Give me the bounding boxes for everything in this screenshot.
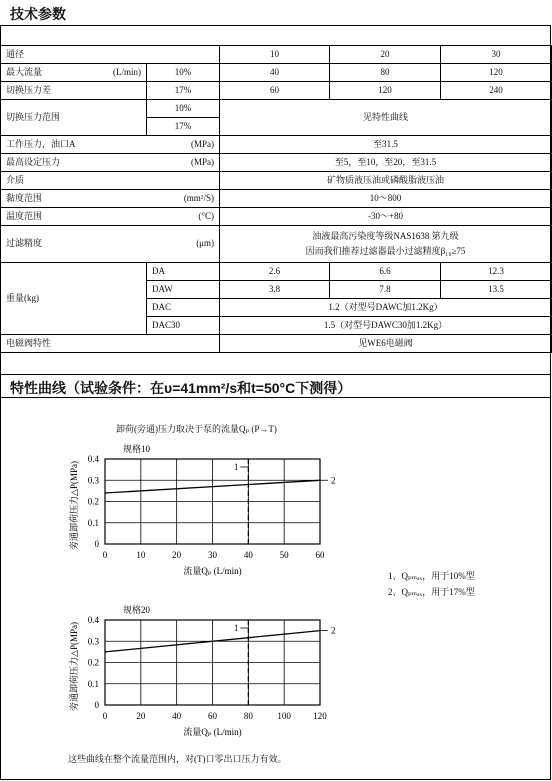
y-tick-label: 0.1 bbox=[87, 517, 99, 528]
row-label: 介质 bbox=[1, 172, 220, 190]
row-label: 切换压力范围 bbox=[1, 100, 147, 136]
x-tick-label: 20 bbox=[136, 711, 146, 721]
x-tick-label: 120 bbox=[313, 711, 327, 721]
marker-label-1: 1 bbox=[233, 462, 239, 472]
cell: 20 bbox=[330, 46, 441, 64]
cell: 30 bbox=[441, 46, 552, 64]
cell: 油液最高污染度等级NAS1638 第九级 因而我们推荐过滤器最小过滤精度β₁₀≥75 bbox=[220, 226, 552, 263]
cell: 17% bbox=[147, 118, 220, 136]
cell: 10% bbox=[147, 64, 220, 82]
row-label: 最高设定压力 (MPa) bbox=[1, 154, 220, 172]
cell: 6.6 bbox=[330, 263, 441, 281]
cell: 至5，至10，至20，至31.5 bbox=[220, 154, 552, 172]
x-tick-label: 40 bbox=[243, 550, 253, 560]
cell: 1.5（对型号DAWC30加1.2Kg） bbox=[220, 317, 552, 335]
cell: 10 bbox=[220, 46, 330, 64]
cell: 12.3 bbox=[441, 263, 552, 281]
row-label: 温度范围 (°C) bbox=[1, 208, 220, 226]
cell: DA bbox=[147, 263, 220, 281]
cell: 见特性曲线 bbox=[220, 100, 552, 136]
section-title: 特性曲线（试验条件：在υ=41mm²/s和t=50°C下测得） bbox=[10, 380, 352, 396]
cell: 10～800 bbox=[220, 190, 552, 208]
y-tick-label: 0 bbox=[94, 539, 99, 549]
cell: 7.8 bbox=[330, 281, 441, 299]
x-tick-label: 50 bbox=[279, 550, 289, 560]
cell: 至31.5 bbox=[220, 136, 552, 154]
y-tick-label: 0.4 bbox=[87, 454, 99, 464]
legend-note-2: 2、Qₚₘₐₓ，用于17%型 bbox=[388, 587, 475, 597]
cell: -30～+80 bbox=[220, 208, 552, 226]
y-tick-label: 0.1 bbox=[87, 678, 99, 689]
cell: 13.5 bbox=[441, 281, 552, 299]
y-tick-label: 0.3 bbox=[87, 475, 99, 486]
y-tick-label: 0 bbox=[94, 700, 99, 710]
chart-title: 规格10 bbox=[123, 444, 151, 454]
x-tick-label: 40 bbox=[172, 711, 182, 721]
footnote: 这些曲线在整个流量范围内，对(T)口零出口压力有效。 bbox=[68, 754, 287, 764]
x-tick-label: 0 bbox=[102, 550, 108, 560]
cell: DAC30 bbox=[147, 317, 220, 335]
y-axis-label: 旁通卸荷压力△P(MPa) bbox=[69, 461, 79, 550]
row-label: 电磁阀特性 bbox=[1, 335, 220, 353]
y-tick-label: 0.2 bbox=[87, 657, 99, 668]
cell: 40 bbox=[220, 64, 330, 82]
row-label: 工作压力，油口A (MPa) bbox=[1, 136, 220, 154]
row-label: 切换压力差 bbox=[1, 82, 147, 100]
cell: 1.2（对型号DAWC加1.2Kg） bbox=[220, 299, 552, 317]
cell: 3.8 bbox=[220, 281, 330, 299]
y-tick-label: 0.4 bbox=[87, 615, 99, 625]
x-tick-label: 100 bbox=[277, 711, 291, 721]
row-label: 最大流量 (L/min) bbox=[1, 64, 147, 82]
x-tick-label: 0 bbox=[102, 711, 108, 721]
x-tick-label: 10 bbox=[136, 550, 146, 560]
x-axis-label: 流量Qₚ (L/min) bbox=[183, 566, 242, 576]
cell: DAW bbox=[147, 281, 220, 299]
marker-label-2: 2 bbox=[331, 625, 336, 636]
row-label: 过滤精度 (μm) bbox=[1, 226, 220, 263]
y-axis-label: 旁通卸荷压力△P(MPa) bbox=[69, 622, 79, 711]
x-tick-label: 60 bbox=[208, 711, 217, 721]
x-tick-label: 20 bbox=[172, 550, 182, 560]
row-label: 通径 bbox=[1, 46, 220, 64]
x-tick-label: 80 bbox=[243, 711, 253, 721]
marker-label-1: 1 bbox=[233, 623, 239, 633]
marker-label-2: 2 bbox=[331, 475, 336, 486]
cell: 80 bbox=[330, 64, 441, 82]
x-axis-label: 流量Qₚ (L/min) bbox=[183, 727, 242, 737]
cell: 17% bbox=[147, 82, 220, 100]
y-tick-label: 0.3 bbox=[87, 636, 99, 647]
legend-note-1: 1、Qₚₘₐₓ，用于10%型 bbox=[388, 571, 475, 581]
cell: 120 bbox=[441, 64, 552, 82]
cell: 见WE6电磁阀 bbox=[220, 335, 552, 353]
row-label: 重量(kg) bbox=[1, 263, 147, 335]
x-tick-label: 60 bbox=[315, 550, 325, 560]
y-tick-label: 0.2 bbox=[87, 496, 99, 507]
cell: 120 bbox=[330, 82, 441, 100]
x-tick-label: 30 bbox=[208, 550, 217, 560]
section-title: 技术参数 bbox=[10, 6, 66, 22]
chart-title: 规格20 bbox=[123, 605, 151, 615]
cell: 60 bbox=[220, 82, 330, 100]
cell: 2.6 bbox=[220, 263, 330, 281]
cell: 10% bbox=[147, 100, 220, 118]
cell: DAC bbox=[147, 299, 220, 317]
row-label: 黏度范围 (mm²/S) bbox=[1, 190, 220, 208]
cell: 矿物质液压油或磷酸脂液压油 bbox=[220, 172, 552, 190]
cell: 240 bbox=[441, 82, 552, 100]
chart-heading: 卸荷(旁通)压力取决于泵的流量Qₚ (P→T) bbox=[116, 424, 277, 434]
